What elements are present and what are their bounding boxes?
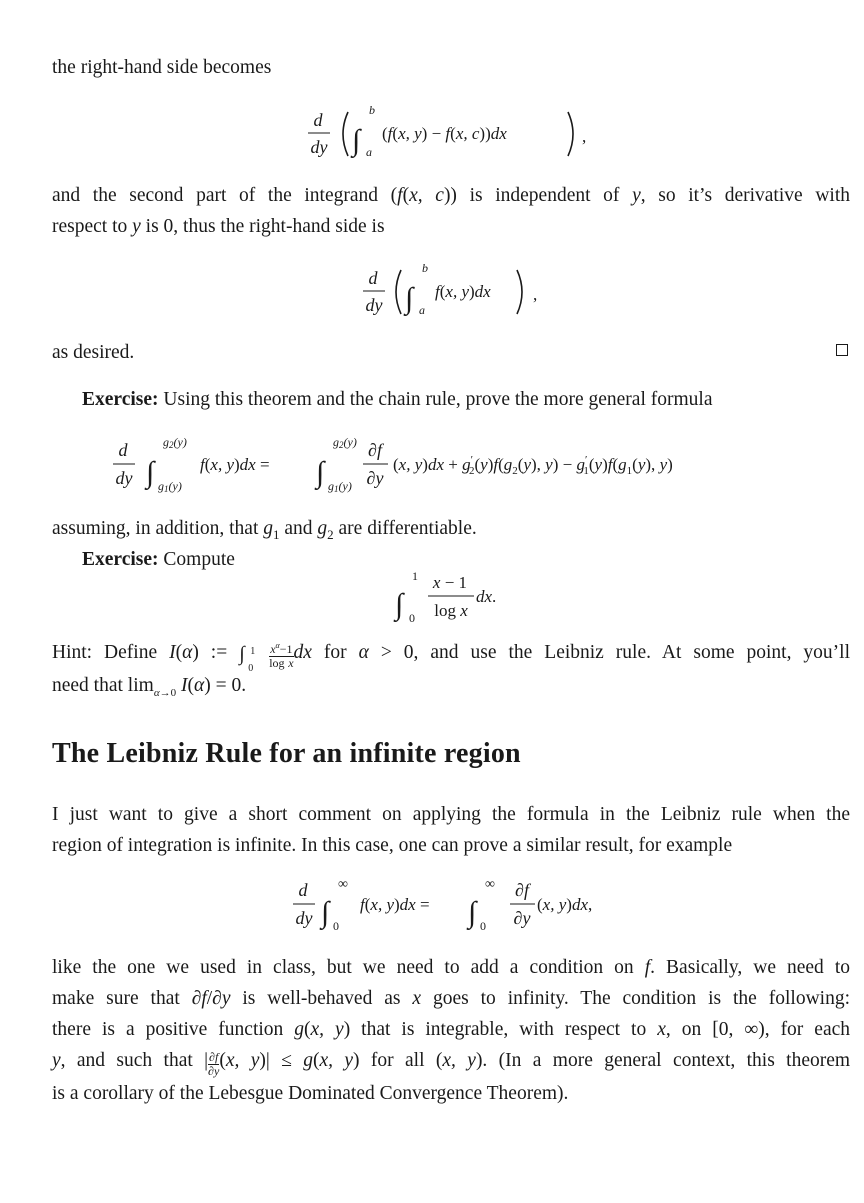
qed-box-icon [836, 344, 848, 356]
svg-text:∂y: ∂y [513, 908, 531, 928]
text-line: y, and such that | $\frac{\partial f}{\partial y}$ (x, y)| ≤ g(x, y) for all (x, y). (In a more general context, this theorem [52, 1050, 851, 1078]
paragraph-as-desired [52, 337, 850, 368]
svg-text:1: 1 [412, 569, 418, 583]
svg-text:∂f: ∂f [368, 440, 382, 460]
svg-text:d: d [313, 110, 323, 130]
svg-text:∫: ∫ [352, 124, 361, 157]
svg-text:b: b [422, 261, 428, 275]
equation-5 [285, 872, 625, 937]
exercise-label: Exercise: [82, 549, 159, 570]
svg-text:(x, y)dx + g′2(y)f(g2(y), y) −: (x, y)dx + g′ $2(y)f(g_2(y)$, y) − g′ $1(y)f(g_1(y)$, y) [393, 454, 673, 477]
text-line: the right-hand side becomes [52, 57, 272, 78]
paragraph-rhs-becomes [52, 52, 850, 83]
svg-text:∫: ∫ [146, 456, 155, 489]
svg-text:log x: log x [434, 601, 468, 620]
svg-text:∫: ∫ [468, 896, 477, 929]
svg-text:0: 0 [480, 919, 486, 933]
equation-2 [355, 258, 555, 328]
text-line: like the one we used in class, but we need to add a condition on f. Basically, we need to [52, 957, 851, 978]
text-line: I just want to give a short comment on applying the formula in the Leibniz rule when the [52, 804, 850, 825]
svg-text:dy: dy [365, 295, 383, 315]
text-line: region of integration is infinite. In this case, one can prove a similar result, for example [52, 835, 733, 856]
svg-text:dx.: dx. [476, 587, 497, 606]
paragraph-condition [52, 952, 850, 1109]
svg-text:(f(x, y) − f(x, c))dx: (f(x, y) − f(x, c))dx [382, 124, 507, 143]
svg-text:f(x, y)dx: f(x, y)dx [435, 282, 491, 301]
text-line: there is a positive function g(x, y) that is integrable, with respect to x, on [0, ∞), for each [52, 1019, 850, 1040]
paragraph-integrand [52, 180, 850, 242]
svg-text:∂f: ∂f [515, 880, 529, 900]
text-line: need that $\lim_{\alpha\to 0} I(\alpha) = 0$. [52, 675, 247, 699]
svg-text:a: a [366, 145, 372, 159]
exercise-1 [82, 384, 852, 415]
svg-text:∂y: ∂y [366, 468, 384, 488]
paragraph-short-comment [52, 799, 850, 861]
svg-text:d: d [298, 880, 308, 900]
svg-text:g2(y): g2(y) [163, 435, 187, 450]
svg-text:∫: ∫ [316, 456, 325, 489]
equation-1 [300, 100, 600, 170]
svg-text:dy: dy [310, 137, 328, 157]
svg-text:g2(y): g2(y) [333, 435, 357, 450]
text-line: is a corollary of the Lebesgue Dominated Convergence Theorem). [52, 1083, 569, 1104]
text-line: respect to y is 0, thus the right-hand side is [52, 216, 385, 237]
text-line: as desired. [52, 342, 135, 363]
equation-3 [110, 432, 810, 502]
text-line: Exercise: Using this theorem and the chain rule, prove the more general formula [82, 389, 713, 410]
svg-text:(x, y)dx,: (x, y)dx, [537, 895, 593, 914]
svg-text:g1(y): g1(y) [158, 479, 182, 494]
svg-text:∫: ∫ [405, 282, 414, 315]
svg-text:∞: ∞ [485, 877, 495, 892]
equation-4 [395, 568, 535, 628]
svg-text:f(x, y)dx =: f(x, y)dx = [360, 895, 430, 914]
svg-text:0: 0 [333, 919, 339, 933]
text-line: and the second part of the integrand (f(x, c)) is independent of y, so it’s derivative with [52, 185, 850, 206]
svg-text:x − 1: x − 1 [432, 573, 468, 592]
svg-text:g1(y): g1(y) [328, 479, 352, 494]
text-line: Hint: Define I(α) := ∫ 1 0 $\frac{x^\alpha-1}{\text{log x}}$ dx for α > 0, and use the Leibniz rule. At some point, you’ll [52, 641, 851, 674]
svg-text:d: d [118, 440, 128, 460]
svg-text:∞: ∞ [338, 877, 348, 892]
paragraph-hint [52, 637, 850, 709]
svg-text:a: a [419, 303, 425, 317]
svg-text:d: d [368, 268, 378, 288]
text-line: make sure that ∂f/∂y is well-behaved as x goes to infinity. The condition is the following: [52, 988, 850, 1009]
svg-text:,: , [533, 285, 538, 304]
svg-text:,: , [582, 127, 587, 146]
svg-text:dy: dy [295, 908, 313, 928]
text-line: Exercise: Compute [82, 549, 235, 570]
svg-text:0: 0 [409, 611, 415, 625]
svg-text:b: b [369, 103, 375, 117]
svg-text:∫: ∫ [395, 588, 404, 621]
text-line: assuming, in addition, that $g_1$ and $g_2$ are differentiable. [52, 518, 477, 542]
svg-text:dy: dy [115, 468, 133, 488]
exercise-label: Exercise: [82, 389, 159, 410]
section-heading: The Leibniz Rule for an infinite region [52, 738, 521, 769]
svg-text:f(x, y)dx =: f(x, y)dx = [200, 455, 270, 474]
svg-text:∫: ∫ [321, 896, 330, 929]
